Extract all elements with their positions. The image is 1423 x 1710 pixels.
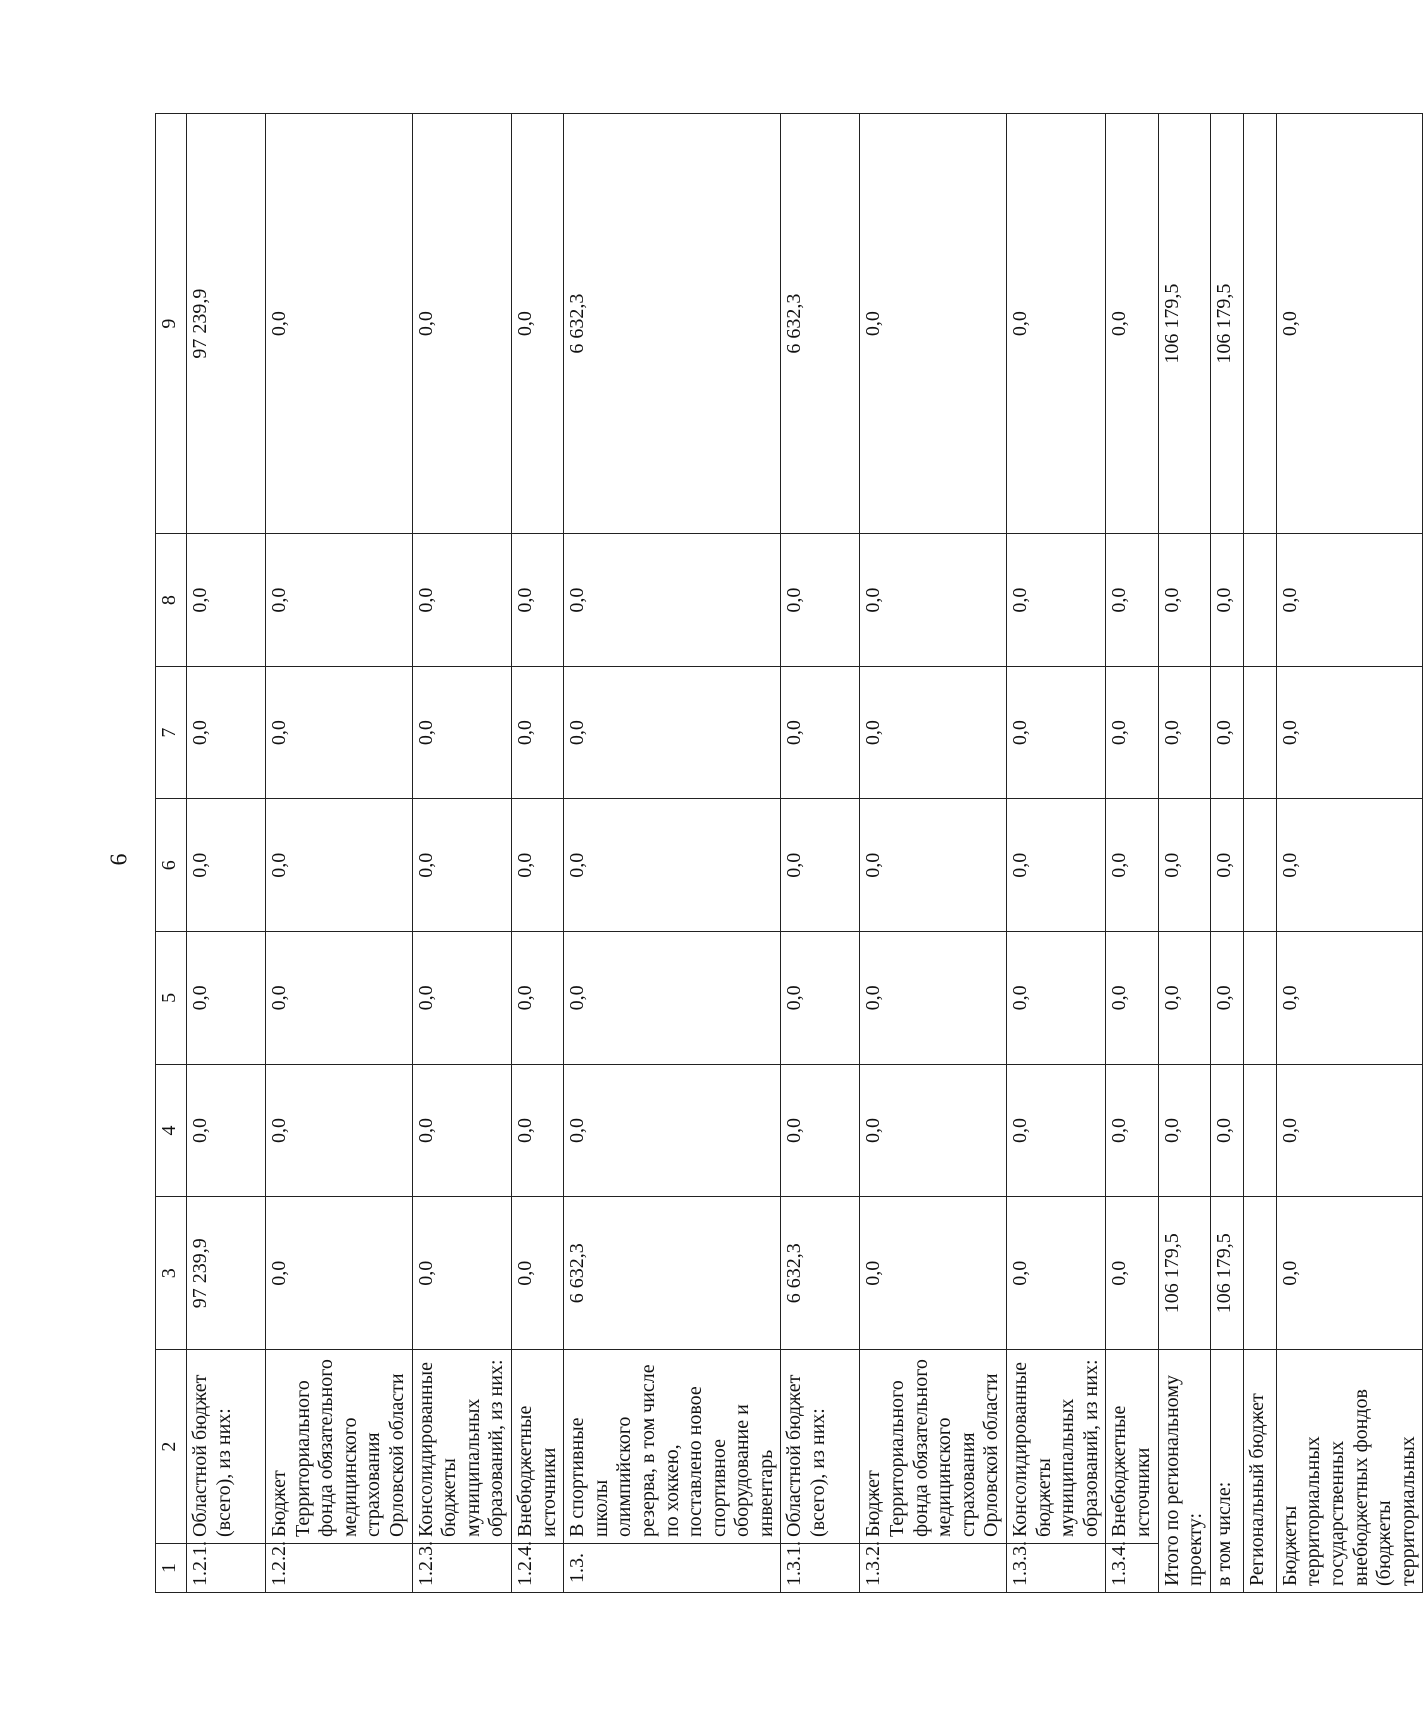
cell-value: 106 179,5 — [1210, 1197, 1243, 1350]
including-label: в том числе: — [1210, 1350, 1243, 1593]
cell-value: 0,0 — [412, 114, 511, 534]
cell-value: 0,0 — [1276, 799, 1423, 932]
cell-value: 0,0 — [860, 534, 1007, 667]
cell-value: 0,0 — [266, 799, 413, 932]
row-label: Бюджет Территориального фонда обязательного медицинского страхования Орловской области — [860, 1350, 1007, 1544]
header-col-5: 5 — [156, 932, 187, 1065]
header-col-4: 4 — [156, 1064, 187, 1197]
cell-value: 0,0 — [1158, 666, 1210, 799]
cell-value: 0,0 — [860, 1064, 1007, 1197]
cell-value — [1243, 1197, 1276, 1350]
cell-value: 0,0 — [266, 114, 413, 534]
cell-value — [1243, 666, 1276, 799]
cell-value: 0,0 — [187, 666, 266, 799]
cell-value: 0,0 — [412, 666, 511, 799]
cell-value: 0,0 — [1210, 534, 1243, 667]
regional-row — [1243, 114, 1276, 1593]
cell-value — [1243, 1064, 1276, 1197]
row-label: Внебюджетные источники — [1106, 1350, 1158, 1544]
table-row — [412, 114, 511, 1593]
cell-value: 0,0 — [187, 799, 266, 932]
cell-value: 0,0 — [1007, 799, 1106, 932]
row-label: Консолидированные бюджеты муниципальных образований, из них: — [1007, 1350, 1106, 1544]
cell-value: 0,0 — [412, 799, 511, 932]
cell-value: 0,0 — [860, 666, 1007, 799]
cell-value: 6 632,3 — [564, 114, 781, 534]
cell-value: 0,0 — [1210, 666, 1243, 799]
territorial-row — [1276, 114, 1423, 1593]
cell-value: 0,0 — [781, 1064, 860, 1197]
cell-value: 0,0 — [1007, 666, 1106, 799]
cell-value: 0,0 — [564, 799, 781, 932]
header-col-9: 9 — [156, 114, 187, 534]
table-row — [860, 114, 1007, 1593]
cell-value: 106 179,5 — [1158, 114, 1210, 534]
header-col-7: 7 — [156, 666, 187, 799]
table-row — [1106, 114, 1158, 1593]
cell-value — [1243, 799, 1276, 932]
cell-value: 0,0 — [1007, 114, 1106, 534]
row-label: Внебюджетные источники — [511, 1350, 563, 1544]
cell-value: 0,0 — [1106, 1064, 1158, 1197]
cell-value: 0,0 — [1158, 1064, 1210, 1197]
row-code: 1.3.4. — [1106, 1544, 1158, 1593]
row-code: 1.2.1. — [187, 1544, 266, 1593]
row-label: Консолидированные бюджеты муниципальных образований, из них: — [412, 1350, 511, 1544]
row-code: 1.3.2. — [860, 1544, 1007, 1593]
total-row — [1158, 114, 1210, 1593]
table-row — [187, 114, 266, 1593]
cell-value: 0,0 — [511, 1064, 563, 1197]
cell-value: 0,0 — [1106, 666, 1158, 799]
cell-value: 0,0 — [1106, 799, 1158, 932]
cell-value: 0,0 — [266, 932, 413, 1065]
cell-value — [1243, 114, 1276, 534]
row-label: В спортивные школы олимпийского резерва, в том числе по хоккею, поставлено новое спортивное оборудование и инвентарь — [564, 1350, 781, 1544]
cell-value: 0,0 — [511, 1197, 563, 1350]
cell-value: 0,0 — [781, 932, 860, 1065]
cell-value: 0,0 — [1007, 534, 1106, 667]
cell-value — [1243, 534, 1276, 667]
total-label: Итого по региональному проекту: — [1158, 1350, 1210, 1593]
cell-value: 0,0 — [511, 666, 563, 799]
row-label: Бюджет Территориального фонда обязательного медицинского страхования Орловской области — [266, 1350, 413, 1544]
cell-value: 0,0 — [1007, 1197, 1106, 1350]
row-code: 1.2.2. — [266, 1544, 413, 1593]
cell-value: 0,0 — [781, 799, 860, 932]
cell-value: 0,0 — [412, 932, 511, 1065]
table-row — [1007, 114, 1106, 1593]
cell-value: 0,0 — [1158, 534, 1210, 667]
table-row — [511, 114, 563, 1593]
cell-value: 0,0 — [1276, 1197, 1423, 1350]
header-row — [156, 114, 187, 1593]
cell-value: 0,0 — [1276, 1064, 1423, 1197]
cell-value: 0,0 — [564, 932, 781, 1065]
cell-value: 0,0 — [1106, 1197, 1158, 1350]
table-row — [781, 114, 860, 1593]
cell-value: 6 632,3 — [781, 114, 860, 534]
cell-value: 0,0 — [511, 799, 563, 932]
header-col-1: 1 — [156, 1544, 187, 1593]
cell-value: 6 632,3 — [564, 1197, 781, 1350]
cell-value: 0,0 — [266, 666, 413, 799]
cell-value: 0,0 — [564, 1064, 781, 1197]
cell-value: 0,0 — [1007, 1064, 1106, 1197]
table-row — [266, 114, 413, 1593]
cell-value: 0,0 — [1210, 1064, 1243, 1197]
row-label: Областной бюджет (всего), из них: — [781, 1350, 860, 1544]
cell-value: 6 632,3 — [781, 1197, 860, 1350]
cell-value: 0,0 — [564, 666, 781, 799]
budget-table — [155, 113, 1423, 1593]
table-row — [564, 114, 781, 1593]
cell-value: 0,0 — [860, 799, 1007, 932]
cell-value: 0,0 — [511, 114, 563, 534]
header-col-3: 3 — [156, 1197, 187, 1350]
cell-value: 0,0 — [266, 534, 413, 667]
cell-value: 0,0 — [781, 534, 860, 667]
header-col-6: 6 — [156, 799, 187, 932]
cell-value: 0,0 — [412, 534, 511, 667]
row-code: 1.3. — [564, 1544, 781, 1593]
cell-value: 0,0 — [511, 932, 563, 1065]
rotated-table-container — [155, 113, 1419, 1593]
header-col-8: 8 — [156, 534, 187, 667]
cell-value: 0,0 — [266, 1064, 413, 1197]
cell-value: 0,0 — [1276, 932, 1423, 1065]
cell-value: 0,0 — [860, 932, 1007, 1065]
cell-value: 0,0 — [1158, 799, 1210, 932]
cell-value: 0,0 — [1276, 114, 1423, 534]
cell-value: 0,0 — [511, 534, 563, 667]
territorial-label: Бюджеты территориальных государственных внебюджетных фондов (бюджеты территориальных — [1276, 1350, 1423, 1593]
cell-value: 0,0 — [266, 1197, 413, 1350]
cell-value: 0,0 — [1106, 114, 1158, 534]
cell-value: 106 179,5 — [1210, 114, 1243, 534]
row-code: 1.2.4. — [511, 1544, 563, 1593]
cell-value: 0,0 — [1158, 932, 1210, 1065]
regional-label: Региональный бюджет — [1243, 1350, 1276, 1593]
row-code: 1.2.3. — [412, 1544, 511, 1593]
cell-value: 0,0 — [1276, 534, 1423, 667]
row-code: 1.3.1. — [781, 1544, 860, 1593]
cell-value — [1243, 932, 1276, 1065]
cell-value: 0,0 — [1007, 932, 1106, 1065]
page-number: 6 — [106, 853, 133, 866]
cell-value: 0,0 — [781, 666, 860, 799]
row-code: 1.3.3. — [1007, 1544, 1106, 1593]
header-col-2: 2 — [156, 1350, 187, 1544]
cell-value: 0,0 — [1106, 534, 1158, 667]
cell-value: 0,0 — [1210, 799, 1243, 932]
cell-value: 0,0 — [1210, 932, 1243, 1065]
cell-value: 0,0 — [1276, 666, 1423, 799]
cell-value: 0,0 — [860, 114, 1007, 534]
cell-value: 0,0 — [1106, 932, 1158, 1065]
including-row — [1210, 114, 1243, 1593]
cell-value: 97 239,9 — [187, 114, 266, 534]
cell-value: 0,0 — [564, 534, 781, 667]
cell-value: 0,0 — [860, 1197, 1007, 1350]
cell-value: 0,0 — [412, 1197, 511, 1350]
cell-value: 97 239,9 — [187, 1197, 266, 1350]
cell-value: 0,0 — [187, 932, 266, 1065]
cell-value: 0,0 — [187, 534, 266, 667]
cell-value: 0,0 — [412, 1064, 511, 1197]
cell-value: 0,0 — [187, 1064, 266, 1197]
cell-value: 106 179,5 — [1158, 1197, 1210, 1350]
row-label: Областной бюджет (всего), из них: — [187, 1350, 266, 1544]
